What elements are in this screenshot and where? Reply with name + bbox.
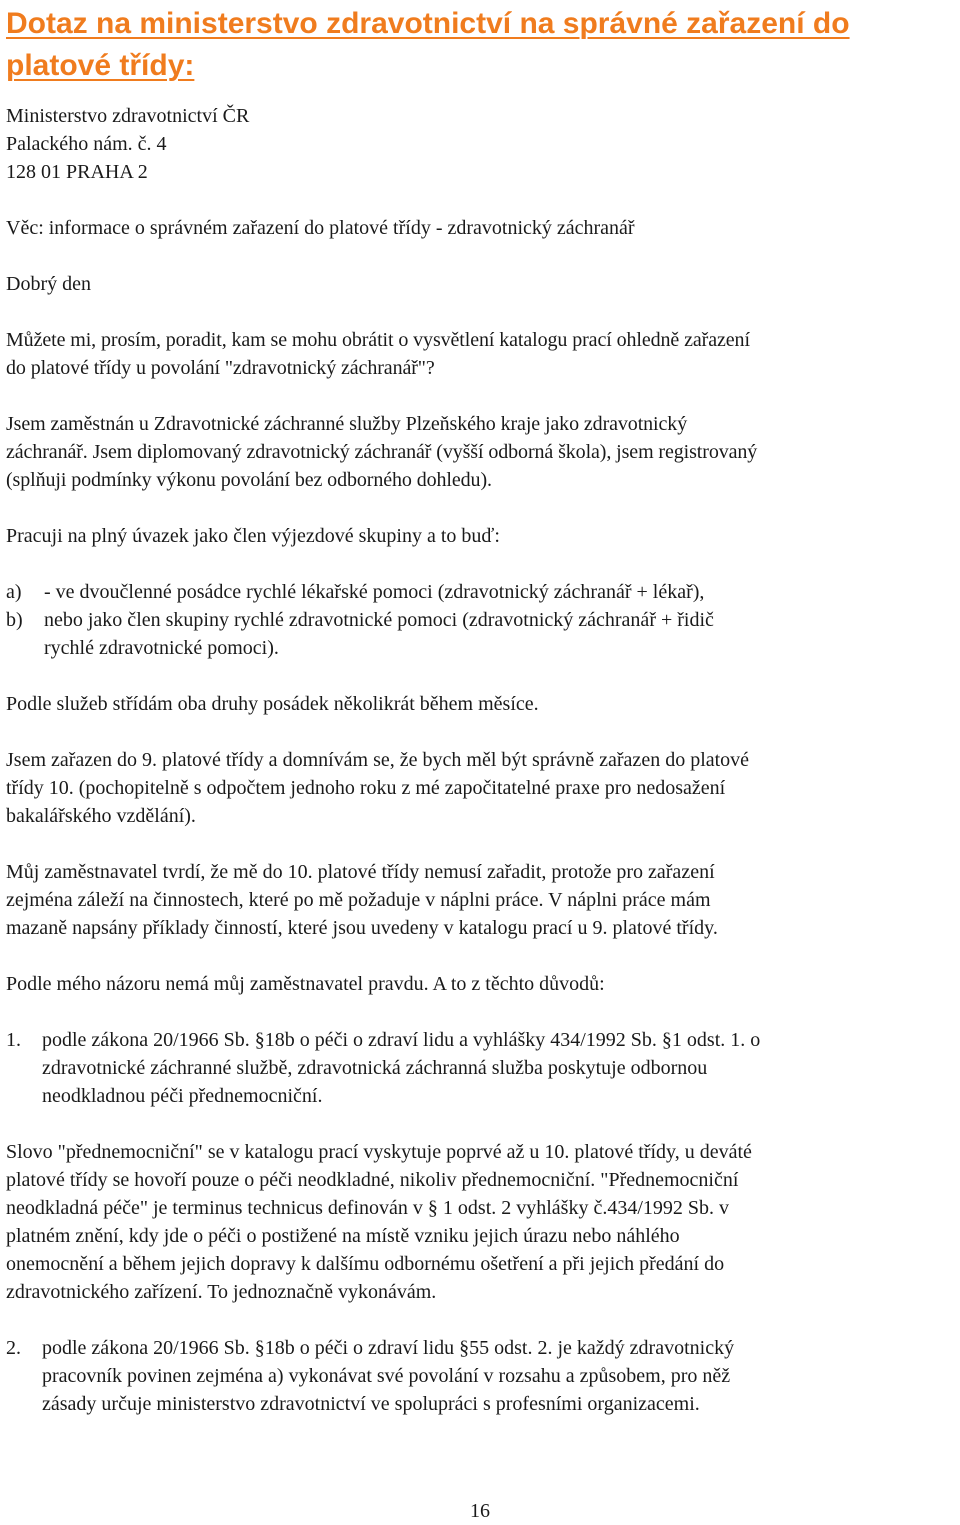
list-marker: a) bbox=[6, 581, 22, 603]
address-line-2: Palackého nám. č. 4 bbox=[6, 133, 167, 155]
greeting: Dobrý den bbox=[6, 273, 91, 295]
list-item: b) nebo jako člen skupiny rychlé zdravotnické pomoci (zdravotnický záchranář + řidič rychlé zdravotnické pomoci). bbox=[6, 606, 946, 662]
paragraph-rotation: Podle služeb střídám oba druhy posádek několikrát během měsíce. bbox=[6, 693, 539, 715]
address-line-1: Ministerstvo zdravotnictví ČR bbox=[6, 105, 250, 127]
crew-type-list bbox=[6, 578, 946, 662]
title-line-2: platové třídy: bbox=[6, 49, 195, 82]
paragraph-request: Můžete mi, prosím, poradit, kam se mohu obrátit o vysvětlení katalogu prací ohledně zařazení do platové třídy u povolání "zdravotnický záchranář"? bbox=[6, 329, 750, 379]
list-marker: 2. bbox=[6, 1337, 21, 1359]
numbered-item-1: 1. podle zákona 20/1966 Sb. §18b o péči o zdraví lidu a vyhlášky 434/1992 Sb. §1 odst. 1. o zdravotnické záchranné službě, zdravotnická záchranná služba poskytuje odbornou neodkladnou péči přednemocniční. bbox=[6, 1026, 946, 1110]
document-page bbox=[6, 0, 946, 1418]
recipient-address bbox=[6, 102, 946, 186]
list-marker: b) bbox=[6, 609, 23, 631]
list-item: a) - ve dvoučlenné posádce rychlé lékařské pomoci (zdravotnický záchranář + lékař), bbox=[6, 578, 946, 606]
paragraph-opinion: Podle mého názoru nemá můj zaměstnavatel pravdu. A to z těchto důvodů: bbox=[6, 973, 605, 995]
paragraph-employer-claim: Můj zaměstnavatel tvrdí, že mě do 10. platové třídy nemusí zařadit, protože pro zařazení zejména záleží na činnostech, které po mě požaduje v náplni práce. V náplni práce mám mazaně napsány příklady činností, které jsou uvedeny v katalogu prací u 9. platové třídy. bbox=[6, 861, 718, 939]
numbered-item-2: 2. podle zákona 20/1966 Sb. §18b o péči o zdraví lidu §55 odst. 2. je každý zdravotnický pracovník povinen zejména a) vykonávat své povolání v rozsahu a způsobem, pro něž zásady určuje ministerstvo zdravotnictví ve spolupráci s profesními organizacemi. bbox=[6, 1334, 946, 1418]
paragraph-definition: Slovo "přednemocniční" se v katalogu prací vyskytuje poprvé až u 10. platové třídy, u deváté platové třídy se hovoří pouze o péči neodkladné, nikoliv přednemocniční. "Přednemocniční neodkladná péče" je terminus technicus definován v § 1 odst. 2 vyhlášky č.434/1992 Sb. v platném znění, kdy jde o péči o postižené na místě vzniku jejich úrazu nebo náhlého onemocnění a během jejich dopravy k dalšímu odbornému ošetření a při jejich předání do zdravotnického zařízení. To jednoznačně vykonávám. bbox=[6, 1141, 752, 1303]
page-number: 16 bbox=[470, 1500, 490, 1522]
subject-line: Věc: informace o správném zařazení do platové třídy - zdravotnický záchranář bbox=[6, 217, 635, 239]
paragraph-workload: Pracuji na plný úvazek jako člen výjezdové skupiny a to buď: bbox=[6, 525, 500, 547]
document-title bbox=[6, 3, 946, 87]
list-marker: 1. bbox=[6, 1029, 21, 1051]
address-line-3: 128 01 PRAHA 2 bbox=[6, 161, 148, 183]
paragraph-employment: Jsem zaměstnán u Zdravotnické záchranné služby Plzeňského kraje jako zdravotnický záchranář. Jsem diplomovaný zdravotnický záchranář (vyšší odborná škola), jsem registrovaný (splňuji podmínky výkonu povolání bez odborného dohledu). bbox=[6, 413, 758, 491]
paragraph-classification: Jsem zařazen do 9. platové třídy a domnívám se, že bych měl být správně zařazen do platové třídy 10. (pochopitelně s odpočtem jednoho roku z mé započitatelné praxe pro nedosažení bakalářského vzdělání). bbox=[6, 749, 750, 827]
title-line-1: Dotaz na ministerstvo zdravotnictví na správné zařazení do bbox=[6, 7, 850, 40]
